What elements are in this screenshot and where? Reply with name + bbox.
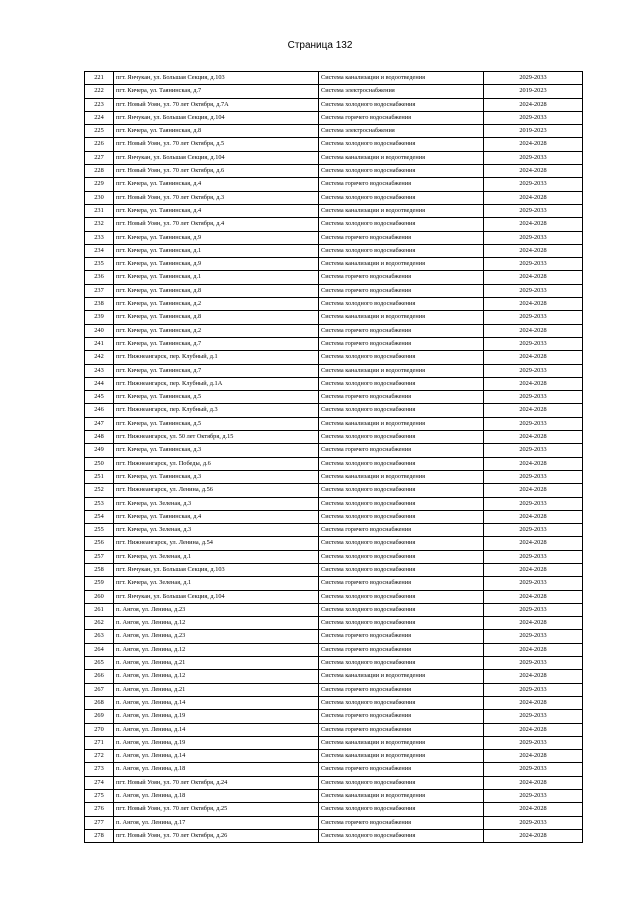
table-row xyxy=(85,816,583,829)
address-cell: п. Ангоя, ул. Ленина, д.19 xyxy=(114,736,319,749)
address-cell: пгт. Янчукан, ул. Большая Секция, д.104 xyxy=(114,590,319,603)
system-cell: Система канализации и водоотведения xyxy=(319,364,484,377)
period-cell: 2029-2033 xyxy=(484,444,583,457)
period-cell: 2029-2033 xyxy=(484,284,583,297)
table-row xyxy=(85,231,583,244)
period-cell: 2029-2033 xyxy=(484,710,583,723)
period-cell: 2024-2028 xyxy=(484,670,583,683)
address-cell: пгт. Новый Уоян, ул. 70 лет Октября, д.3 xyxy=(114,191,319,204)
period-cell: 2029-2033 xyxy=(484,337,583,350)
table-row xyxy=(85,590,583,603)
table-row xyxy=(85,776,583,789)
system-cell: Система холодного водоснабжения xyxy=(319,457,484,470)
period-cell: 2029-2033 xyxy=(484,258,583,271)
address-cell: пгт. Кичера, ул. Таянинская, д.4 xyxy=(114,510,319,523)
address-cell: пгт. Кичера, ул. Таянинская, д.8 xyxy=(114,125,319,138)
row-number: 267 xyxy=(85,683,114,696)
address-cell: пгт. Кичера, ул. Таянинская, д.5 xyxy=(114,417,319,430)
address-cell: пгт. Кичера, ул. Таянинская, д.8 xyxy=(114,311,319,324)
table-row xyxy=(85,630,583,643)
period-cell: 2024-2028 xyxy=(484,829,583,842)
system-cell: Система горячего водоснабжения xyxy=(319,577,484,590)
period-cell: 2029-2033 xyxy=(484,550,583,563)
period-cell: 2029-2033 xyxy=(484,204,583,217)
address-cell: пгт. Янчукан, ул. Большая Секция, д.103 xyxy=(114,72,319,85)
table-row xyxy=(85,657,583,670)
row-number: 223 xyxy=(85,98,114,111)
row-number: 251 xyxy=(85,470,114,483)
system-cell: Система холодного водоснабжения xyxy=(319,563,484,576)
address-cell: пгт. Новый Уоян, ул. 70 лет Октября, д.26 xyxy=(114,829,319,842)
row-number: 254 xyxy=(85,510,114,523)
table-row xyxy=(85,311,583,324)
table-row xyxy=(85,736,583,749)
table-row xyxy=(85,284,583,297)
row-number: 257 xyxy=(85,550,114,563)
table-row xyxy=(85,111,583,124)
row-number: 258 xyxy=(85,563,114,576)
system-cell: Система горячего водоснабжения xyxy=(319,231,484,244)
table-row xyxy=(85,324,583,337)
table-row xyxy=(85,178,583,191)
address-cell: пгт. Нижнеангарск, ул. Победы, д.6 xyxy=(114,457,319,470)
address-cell: пгт. Нижнеангарск, пер. Клубный, д.3 xyxy=(114,404,319,417)
address-cell: пгт. Кичера, ул. Таянинская, д.9 xyxy=(114,231,319,244)
period-cell: 2029-2033 xyxy=(484,72,583,85)
table-row xyxy=(85,750,583,763)
system-cell: Система холодного водоснабжения xyxy=(319,550,484,563)
address-cell: пгт. Янчукан, ул. Большая Секция, д.104 xyxy=(114,111,319,124)
period-cell: 2024-2028 xyxy=(484,723,583,736)
system-cell: Система холодного водоснабжения xyxy=(319,603,484,616)
table-row xyxy=(85,470,583,483)
address-cell: п. Ангоя, ул. Ленина, д.18 xyxy=(114,790,319,803)
table-row xyxy=(85,803,583,816)
row-number: 252 xyxy=(85,484,114,497)
period-cell: 2024-2028 xyxy=(484,244,583,257)
address-cell: пгт. Новый Уоян, ул. 70 лет Октября, д.4 xyxy=(114,218,319,231)
row-number: 250 xyxy=(85,457,114,470)
period-cell: 2024-2028 xyxy=(484,218,583,231)
system-cell: Система холодного водоснабжения xyxy=(319,377,484,390)
system-cell: Система горячего водоснабжения xyxy=(319,816,484,829)
address-cell: пгт. Кичера, ул. Зеленая, д.1 xyxy=(114,577,319,590)
row-number: 265 xyxy=(85,657,114,670)
period-cell: 2029-2033 xyxy=(484,151,583,164)
period-cell: 2029-2033 xyxy=(484,470,583,483)
table-row xyxy=(85,298,583,311)
period-cell: 2024-2028 xyxy=(484,643,583,656)
address-cell: пгт. Кичера, ул. Таянинская, д.8 xyxy=(114,284,319,297)
address-cell: п. Ангоя, ул. Ленина, д.23 xyxy=(114,630,319,643)
period-cell: 2024-2028 xyxy=(484,457,583,470)
address-cell: п. Ангоя, ул. Ленина, д.12 xyxy=(114,617,319,630)
system-cell: Система канализации и водоотведения xyxy=(319,258,484,271)
table-row xyxy=(85,710,583,723)
system-cell: Система холодного водоснабжения xyxy=(319,244,484,257)
row-number: 240 xyxy=(85,324,114,337)
table-row xyxy=(85,550,583,563)
period-cell: 2024-2028 xyxy=(484,750,583,763)
row-number: 253 xyxy=(85,497,114,510)
row-number: 229 xyxy=(85,178,114,191)
address-cell: пгт. Кичера, ул. Таянинская, д.7 xyxy=(114,364,319,377)
address-cell: п. Ангоя, ул. Ленина, д.14 xyxy=(114,723,319,736)
period-cell: 2029-2033 xyxy=(484,816,583,829)
period-cell: 2029-2033 xyxy=(484,311,583,324)
system-cell: Система холодного водоснабжения xyxy=(319,497,484,510)
period-cell: 2029-2033 xyxy=(484,790,583,803)
system-cell: Система горячего водоснабжения xyxy=(319,683,484,696)
period-cell: 2029-2033 xyxy=(484,497,583,510)
system-cell: Система холодного водоснабжения xyxy=(319,351,484,364)
period-cell: 2029-2033 xyxy=(484,736,583,749)
row-number: 246 xyxy=(85,404,114,417)
address-cell: п. Ангоя, ул. Ленина, д.12 xyxy=(114,670,319,683)
table-row xyxy=(85,377,583,390)
row-number: 276 xyxy=(85,803,114,816)
system-cell: Система канализации и водоотведения xyxy=(319,417,484,430)
table-row xyxy=(85,165,583,178)
table-row xyxy=(85,510,583,523)
row-number: 228 xyxy=(85,165,114,178)
system-cell: Система холодного водоснабжения xyxy=(319,218,484,231)
table-row xyxy=(85,524,583,537)
table-row xyxy=(85,603,583,616)
row-number: 242 xyxy=(85,351,114,364)
address-cell: пгт. Кичера, ул. Таянинская, д.3 xyxy=(114,444,319,457)
table-row xyxy=(85,670,583,683)
table-row xyxy=(85,643,583,656)
system-cell: Система канализации и водоотведения xyxy=(319,790,484,803)
system-cell: Система канализации и водоотведения xyxy=(319,311,484,324)
address-cell: пгт. Кичера, ул. Таянинская, д.4 xyxy=(114,204,319,217)
system-cell: Система холодного водоснабжения xyxy=(319,776,484,789)
row-number: 259 xyxy=(85,577,114,590)
address-cell: пгт. Нижнеангарск, ул. Ленина, д.56 xyxy=(114,484,319,497)
period-cell: 2029-2033 xyxy=(484,577,583,590)
row-number: 222 xyxy=(85,85,114,98)
row-number: 255 xyxy=(85,524,114,537)
period-cell: 2024-2028 xyxy=(484,138,583,151)
row-number: 227 xyxy=(85,151,114,164)
address-cell: пгт. Новый Уоян, ул. 70 лет Октября, д.25 xyxy=(114,803,319,816)
system-cell: Система горячего водоснабжения xyxy=(319,111,484,124)
system-cell: Система электроснабжения xyxy=(319,85,484,98)
address-cell: пгт. Кичера, ул. Зеленая, д.1 xyxy=(114,550,319,563)
row-number: 278 xyxy=(85,829,114,842)
system-cell: Система электроснабжения xyxy=(319,125,484,138)
period-cell: 2029-2033 xyxy=(484,178,583,191)
address-cell: пгт. Нижнеангарск, ул. 50 лет Октября, д.15 xyxy=(114,431,319,444)
period-cell: 2024-2028 xyxy=(484,377,583,390)
row-number: 266 xyxy=(85,670,114,683)
row-number: 268 xyxy=(85,696,114,709)
system-cell: Система горячего водоснабжения xyxy=(319,284,484,297)
system-cell: Система канализации и водоотведения xyxy=(319,736,484,749)
period-cell: 2029-2033 xyxy=(484,391,583,404)
row-number: 245 xyxy=(85,391,114,404)
address-cell: пгт. Янчукан, ул. Большая Секция, д.103 xyxy=(114,563,319,576)
address-cell: пгт. Кичера, ул. Таянинская, д.2 xyxy=(114,324,319,337)
table-row xyxy=(85,125,583,138)
period-cell: 2024-2028 xyxy=(484,696,583,709)
table-row xyxy=(85,204,583,217)
system-cell: Система холодного водоснабжения xyxy=(319,617,484,630)
table-row xyxy=(85,98,583,111)
system-cell: Система канализации и водоотведения xyxy=(319,470,484,483)
address-cell: п. Ангоя, ул. Ленина, д.21 xyxy=(114,657,319,670)
row-number: 249 xyxy=(85,444,114,457)
row-number: 243 xyxy=(85,364,114,377)
table-row xyxy=(85,537,583,550)
table-row xyxy=(85,85,583,98)
row-number: 256 xyxy=(85,537,114,550)
system-cell: Система холодного водоснабжения xyxy=(319,484,484,497)
address-cell: пгт. Кичера, ул. Таянинская, д.3 xyxy=(114,470,319,483)
row-number: 277 xyxy=(85,816,114,829)
table-row xyxy=(85,404,583,417)
table-row xyxy=(85,497,583,510)
period-cell: 2024-2028 xyxy=(484,324,583,337)
table-row xyxy=(85,191,583,204)
row-number: 260 xyxy=(85,590,114,603)
address-cell: пгт. Кичера, ул. Таянинская, д.9 xyxy=(114,258,319,271)
period-cell: 2024-2028 xyxy=(484,537,583,550)
address-cell: пгт. Кичера, ул. Таянинская, д.4 xyxy=(114,178,319,191)
table-row xyxy=(85,617,583,630)
row-number: 274 xyxy=(85,776,114,789)
address-cell: пгт. Кичера, ул. Таянинская, д.1 xyxy=(114,271,319,284)
table-row xyxy=(85,151,583,164)
period-cell: 2029-2033 xyxy=(484,657,583,670)
address-cell: пгт. Новый Уоян, ул. 70 лет Октября, д.7А xyxy=(114,98,319,111)
system-cell: Система канализации и водоотведения xyxy=(319,750,484,763)
system-cell: Система холодного водоснабжения xyxy=(319,510,484,523)
address-cell: пгт. Кичера, ул. Зеленая, д.3 xyxy=(114,497,319,510)
table-row xyxy=(85,72,583,85)
period-cell: 2029-2033 xyxy=(484,683,583,696)
period-cell: 2029-2033 xyxy=(484,364,583,377)
table-row xyxy=(85,138,583,151)
period-cell: 2019-2023 xyxy=(484,125,583,138)
period-cell: 2029-2033 xyxy=(484,524,583,537)
row-number: 273 xyxy=(85,763,114,776)
row-number: 241 xyxy=(85,337,114,350)
address-cell: п. Ангоя, ул. Ленина, д.17 xyxy=(114,816,319,829)
system-cell: Система горячего водоснабжения xyxy=(319,391,484,404)
row-number: 236 xyxy=(85,271,114,284)
system-cell: Система горячего водоснабжения xyxy=(319,723,484,736)
system-cell: Система горячего водоснабжения xyxy=(319,324,484,337)
period-cell: 2024-2028 xyxy=(484,590,583,603)
system-cell: Система холодного водоснабжения xyxy=(319,191,484,204)
table-row xyxy=(85,244,583,257)
page-number-label: Страница 132 xyxy=(287,40,353,51)
address-cell: п. Ангоя, ул. Ленина, д.12 xyxy=(114,643,319,656)
address-cell: пгт. Кичера, ул. Таянинская, д.1 xyxy=(114,244,319,257)
period-cell: 2019-2023 xyxy=(484,85,583,98)
row-number: 221 xyxy=(85,72,114,85)
table-row xyxy=(85,364,583,377)
system-cell: Система канализации и водоотведения xyxy=(319,151,484,164)
row-number: 235 xyxy=(85,258,114,271)
system-cell: Система горячего водоснабжения xyxy=(319,763,484,776)
address-cell: пгт. Новый Уоян, ул. 70 лет Октября, д.5 xyxy=(114,138,319,151)
system-cell: Система холодного водоснабжения xyxy=(319,404,484,417)
table-row xyxy=(85,444,583,457)
system-cell: Система горячего водоснабжения xyxy=(319,630,484,643)
address-cell: пгт. Нижнеангарск, пер. Клубный, д.1 xyxy=(114,351,319,364)
system-cell: Система холодного водоснабжения xyxy=(319,431,484,444)
row-number: 263 xyxy=(85,630,114,643)
period-cell: 2024-2028 xyxy=(484,191,583,204)
address-cell: пгт. Кичера, ул. Таянинская, д.7 xyxy=(114,85,319,98)
system-cell: Система горячего водоснабжения xyxy=(319,444,484,457)
system-cell: Система холодного водоснабжения xyxy=(319,537,484,550)
period-cell: 2024-2028 xyxy=(484,271,583,284)
row-number: 226 xyxy=(85,138,114,151)
row-number: 232 xyxy=(85,218,114,231)
table-row xyxy=(85,696,583,709)
address-cell: пгт. Кичера, ул. Зеленая, д.3 xyxy=(114,524,319,537)
registry-table xyxy=(84,71,583,843)
address-cell: пгт. Кичера, ул. Таянинская, д.7 xyxy=(114,337,319,350)
period-cell: 2024-2028 xyxy=(484,563,583,576)
system-cell: Система холодного водоснабжения xyxy=(319,98,484,111)
period-cell: 2024-2028 xyxy=(484,510,583,523)
system-cell: Система канализации и водоотведения xyxy=(319,670,484,683)
period-cell: 2029-2033 xyxy=(484,111,583,124)
table-row xyxy=(85,391,583,404)
system-cell: Система горячего водоснабжения xyxy=(319,643,484,656)
system-cell: Система канализации и водоотведения xyxy=(319,72,484,85)
row-number: 247 xyxy=(85,417,114,430)
table-row xyxy=(85,790,583,803)
address-cell: п. Ангоя, ул. Ленина, д.14 xyxy=(114,750,319,763)
system-cell: Система холодного водоснабжения xyxy=(319,657,484,670)
system-cell: Система холодного водоснабжения xyxy=(319,803,484,816)
address-cell: п. Ангоя, ул. Ленина, д.21 xyxy=(114,683,319,696)
system-cell: Система холодного водоснабжения xyxy=(319,165,484,178)
table-row xyxy=(85,351,583,364)
period-cell: 2029-2033 xyxy=(484,231,583,244)
table-row xyxy=(85,683,583,696)
period-cell: 2024-2028 xyxy=(484,98,583,111)
system-cell: Система горячего водоснабжения xyxy=(319,524,484,537)
period-cell: 2024-2028 xyxy=(484,617,583,630)
row-number: 224 xyxy=(85,111,114,124)
system-cell: Система холодного водоснабжения xyxy=(319,590,484,603)
system-cell: Система холодного водоснабжения xyxy=(319,696,484,709)
system-cell: Система холодного водоснабжения xyxy=(319,829,484,842)
row-number: 225 xyxy=(85,125,114,138)
table-row xyxy=(85,417,583,430)
row-number: 239 xyxy=(85,311,114,324)
row-number: 231 xyxy=(85,204,114,217)
row-number: 233 xyxy=(85,231,114,244)
period-cell: 2029-2033 xyxy=(484,763,583,776)
row-number: 272 xyxy=(85,750,114,763)
period-cell: 2024-2028 xyxy=(484,803,583,816)
address-cell: пгт. Кичера, ул. Таянинская, д.2 xyxy=(114,298,319,311)
table-row xyxy=(85,763,583,776)
table-row xyxy=(85,723,583,736)
table-row xyxy=(85,484,583,497)
period-cell: 2029-2033 xyxy=(484,630,583,643)
row-number: 269 xyxy=(85,710,114,723)
row-number: 262 xyxy=(85,617,114,630)
address-cell: п. Ангоя, ул. Ленина, д.19 xyxy=(114,710,319,723)
row-number: 234 xyxy=(85,244,114,257)
table-row xyxy=(85,829,583,842)
row-number: 275 xyxy=(85,790,114,803)
address-cell: п. Ангоя, ул. Ленина, д.14 xyxy=(114,696,319,709)
period-cell: 2029-2033 xyxy=(484,417,583,430)
period-cell: 2024-2028 xyxy=(484,484,583,497)
period-cell: 2024-2028 xyxy=(484,351,583,364)
table-row xyxy=(85,563,583,576)
system-cell: Система холодного водоснабжения xyxy=(319,298,484,311)
row-number: 270 xyxy=(85,723,114,736)
row-number: 261 xyxy=(85,603,114,616)
system-cell: Система горячего водоснабжения xyxy=(319,710,484,723)
table-row xyxy=(85,457,583,470)
row-number: 237 xyxy=(85,284,114,297)
row-number: 248 xyxy=(85,431,114,444)
address-cell: пгт. Новый Уоян, ул. 70 лет Октября, д.6 xyxy=(114,165,319,178)
table-row xyxy=(85,577,583,590)
row-number: 230 xyxy=(85,191,114,204)
table-row xyxy=(85,258,583,271)
period-cell: 2024-2028 xyxy=(484,165,583,178)
system-cell: Система канализации и водоотведения xyxy=(319,204,484,217)
address-cell: п. Ангоя, ул. Ленина, д.23 xyxy=(114,603,319,616)
address-cell: пгт. Новый Уоян, ул. 70 лет Октября, д.24 xyxy=(114,776,319,789)
table-row xyxy=(85,218,583,231)
address-cell: п. Ангоя, ул. Ленина, д.18 xyxy=(114,763,319,776)
address-cell: пгт. Нижнеангарск, ул. Ленина, д.54 xyxy=(114,537,319,550)
registry-table-body xyxy=(85,72,583,843)
system-cell: Система горячего водоснабжения xyxy=(319,337,484,350)
period-cell: 2024-2028 xyxy=(484,431,583,444)
row-number: 244 xyxy=(85,377,114,390)
system-cell: Система горячего водоснабжения xyxy=(319,178,484,191)
address-cell: пгт. Кичера, ул. Таянинская, д.5 xyxy=(114,391,319,404)
system-cell: Система холодного водоснабжения xyxy=(319,138,484,151)
table-row xyxy=(85,337,583,350)
row-number: 238 xyxy=(85,298,114,311)
table-row xyxy=(85,271,583,284)
period-cell: 2024-2028 xyxy=(484,776,583,789)
address-cell: пгт. Нижнеангарск, пер. Клубный, д.1А xyxy=(114,377,319,390)
row-number: 264 xyxy=(85,643,114,656)
period-cell: 2024-2028 xyxy=(484,404,583,417)
address-cell: пгт. Янчукан, ул. Большая Секция, д.104 xyxy=(114,151,319,164)
period-cell: 2029-2033 xyxy=(484,603,583,616)
row-number: 271 xyxy=(85,736,114,749)
table-row xyxy=(85,431,583,444)
period-cell: 2024-2028 xyxy=(484,298,583,311)
system-cell: Система горячего водоснабжения xyxy=(319,271,484,284)
